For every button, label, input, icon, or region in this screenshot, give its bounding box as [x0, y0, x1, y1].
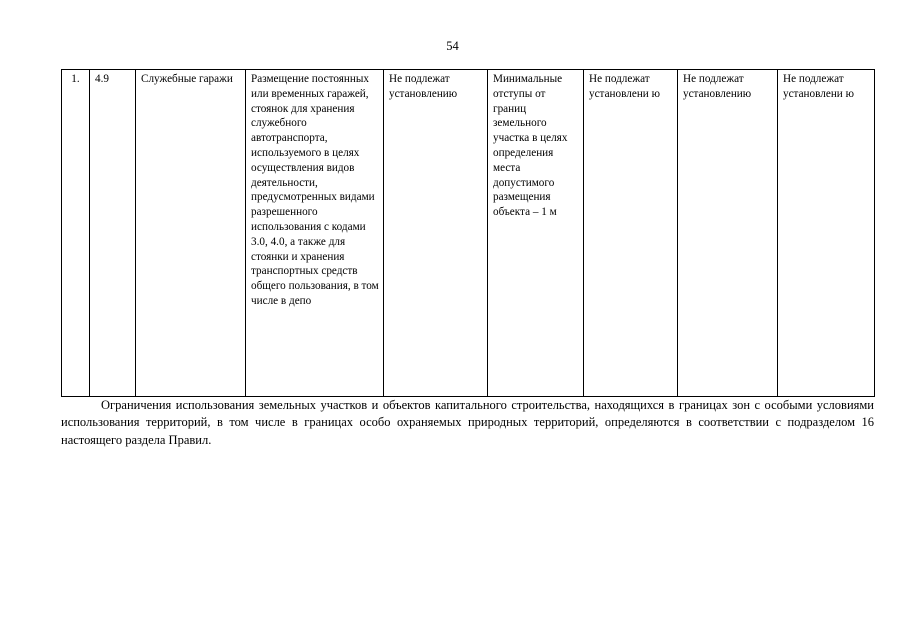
- use-name: Служебные гаражи: [141, 73, 233, 85]
- cell-code: [90, 70, 136, 397]
- row-number: 1.: [71, 73, 80, 85]
- cell-parameter-9: [778, 70, 875, 397]
- parameter-7-text: Не подлежат установлени ю: [589, 73, 660, 100]
- cell-row-number: [62, 70, 90, 397]
- cell-name: [136, 70, 246, 397]
- cell-parameter-5: [384, 70, 488, 397]
- cell-parameter-8: [678, 70, 778, 397]
- restrictions-paragraph: Ограничения использования земельных участков и объектов капитального строительства, находящихся в границах зон с особыми условиями использования территорий, в том числе в границах особо охраняемых природных территорий, определяются в соответствии с подразделом 16 настоящего раздела Правил.: [61, 398, 874, 447]
- page-number: 54: [446, 39, 459, 53]
- cell-description: [246, 70, 384, 397]
- use-code: 4.9: [95, 73, 109, 85]
- cell-setbacks: [488, 70, 584, 397]
- parameter-9-text: Не подлежат установлени ю: [783, 73, 854, 100]
- parameter-8-text: Не подлежат установлению: [683, 73, 752, 100]
- use-description: Размещение постоянных или временных гаражей, стоянок для хранения служебного автотранспорта, используемого в целях осуществления видов деятельности, предусмотренных видами разрешенного использования с кодами 3.0, 4.0, а также для стоянки и хранения транспортных средств общего пользования, в том числе в депо: [251, 73, 379, 307]
- parameter-5-text: Не подлежат установлению: [389, 73, 458, 100]
- cell-parameter-7: [584, 70, 678, 397]
- setbacks-text: Минимальные отступы от границ земельного участка в целях определения места допустимого размещения объекта – 1 м: [493, 73, 568, 219]
- regulations-table: [61, 69, 875, 397]
- table-row: [62, 70, 875, 397]
